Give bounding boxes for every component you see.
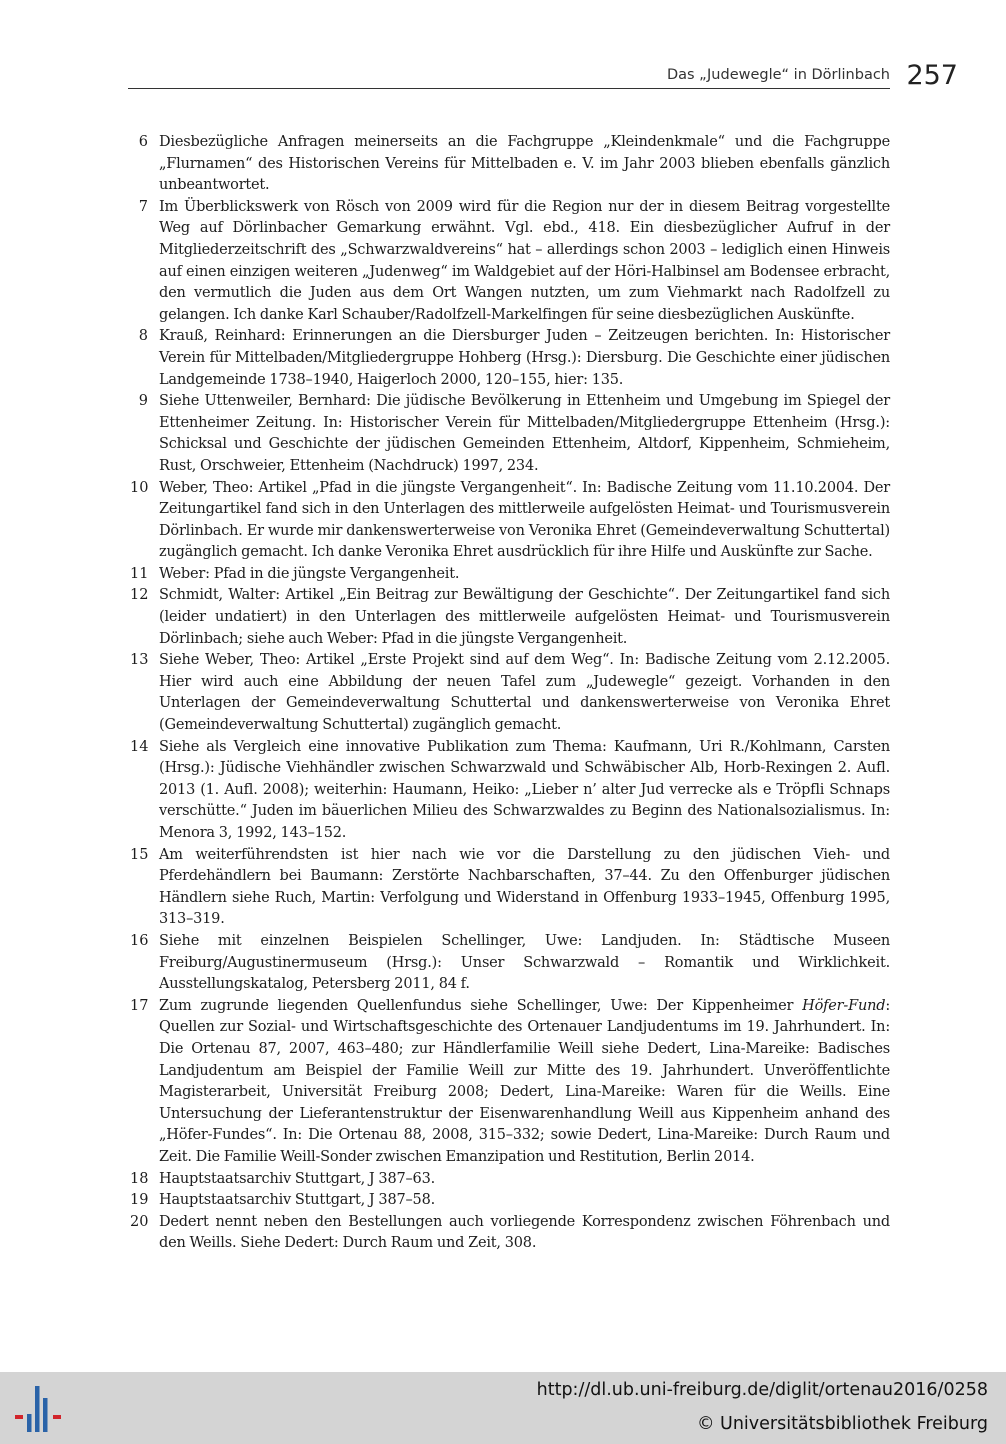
footnote-text: Siehe als Vergleich eine innovative Publikation zum Thema: Kaufmann, Uri R./Kohlmann, Carsten (Hrsg.): Jüdische Viehhändler zwischen Schwarzwald und Schwäbischer Alb, Horb-Rexingen 2. Aufl. 2013 (1. Aufl. 2008); weiterhin: Haumann, Heiko: „Lieber n’ alter Jud verrecke als e Tröpfli Schnaps verschütte.“ Juden im bäuerlichen Milieu des Schwarzwaldes zu Beginn des Nationalsozialismus. In: Menora 3, 1992, 143–152. [159,738,890,841]
footnote-text: Dedert nennt neben den Bestellungen auch vorliegende Korrespondenz zwischen Föhrenbach und den Weills. Siehe Dedert: Durch Raum und Zeit, 308. [159,1213,890,1252]
footnote [130,931,890,996]
footnote [130,585,890,650]
page-header [128,60,958,92]
footnote [130,197,890,327]
footnote [130,996,890,1169]
footnote [130,1212,890,1255]
footnote [130,326,890,391]
footnote [130,1190,890,1212]
footnote-text: Schmidt, Walter: Artikel „Ein Beitrag zur Bewältigung der Geschichte“. Der Zeitungartikel fand sich (leider undatiert) in den Unterlagen des mittlerweile aufgelösten Heimat- und Tourismusverein Dörlinbach; siehe auch Weber: Pfad in die jüngste Vergangenheit. [159,587,890,647]
footnote-text: Weber: Pfad in die jüngste Vergangenheit. [159,565,460,582]
footnote-number: 16 [130,932,149,949]
logo-red-mark [53,1415,61,1419]
footnote-number: 19 [130,1192,149,1209]
footnote-number: 14 [130,738,149,755]
footnote-number: 10 [130,479,149,496]
footnote [130,1169,890,1191]
footnote [130,564,890,586]
logo-blue-bar [27,1414,32,1432]
footnote-text: Im Überblickswerk von Rösch von 2009 wird für die Region nur der in diesem Beitrag vorgestellte Weg auf Dörlinbacher Gemarkung erwähnt. Vgl. ebd., 418. Ein diesbezüglicher Aufruf in der Mitgliederzeitschrift des „Schwarzwaldvereins“ hat – allerdings schon 2003 – lediglich einen Hinweis auf einen einzigen weiteren „Judenweg“ im Waldgebiet auf der Höri-Halbinsel am Bodensee erbracht, den vermutlich die Juden aus dem Ort Wangen nutzten, um zum Viehmarkt nach Radolfzell zu gelangen. Ich danke Karl Schauber/Radolfzell-Markelfingen für seine diesbezüglichen Auskünfte. [159,198,890,323]
footnote-number: 13 [130,652,149,669]
logo-red-mark [15,1415,23,1419]
footnotes-list [130,132,890,1255]
running-title: Das „Judewegle“ in Dörlinbach [666,67,890,83]
footnote [130,737,890,845]
footnote-text: Am weiterführendsten ist hier nach wie vor die Darstellung zu den jüdischen Vieh- und Pferdehändlern bei Baumann: Zerstörte Nachbarschaften, 37–44. Zu den Offenburger jüdischen Händlern siehe Ruch, Martin: Verfolgung und Widerstand in Offenburg 1933–1945, Offenburg 1995, 313–319. [159,846,890,928]
footnote-number: 8 [138,328,148,345]
footnote [130,845,890,931]
footnote-text: Siehe mit einzelnen Beispielen Schellinger, Uwe: Landjuden. In: Städtische Museen Freiburg/Augustinermuseum (Hrsg.): Unser Schwarzwald – Romantik und Wirklichkeit. Ausstellungskatalog, Petersberg 2011, 84 f. [159,932,890,993]
footnote-number: 11 [130,565,149,582]
footnote-text: Krauß, Reinhard: Erinnerungen an die Diersburger Juden – Zeitzeugen berichten. In: Historischer Verein für Mittelbaden/Mitgliedergruppe Hohberg (Hrsg.): Diersburg. Die Geschichte einer jüdischen Landgemeinde 1738–1940, Haigerloch 2000, 120–155, hier: 135. [159,328,890,388]
footnote-number: 15 [130,846,149,863]
footnote-text: Diesbezügliche Anfragen meinerseits an die Fachgruppe „Kleindenkmale“ und die Fachgruppe „Flurnamen“ des Historischen Vereins für Mittelbaden e. V. im Jahr 2003 blieben ebenfalls gänzlich unbeantwortet. [159,134,890,194]
footnote [130,478,890,564]
footnote [130,650,890,736]
header-rule [128,88,890,89]
footnote-number: 7 [138,198,148,215]
footnote-number: 12 [130,587,149,604]
library-footer [0,1372,1006,1444]
logo-blue-bar [43,1398,48,1432]
footnote-number: 9 [138,393,148,410]
footnote-text: Zum zugrunde liegenden Quellenfundus siehe Schellinger, Uwe: Der Kippenheimer Höfer-Fund: Quellen zur Sozial- und Wirtschaftsgeschichte des Ortenauer Landjudentums im 19. Jahrhundert. In: Die Ortenau 87, 2007, 463–480; zur Händlerfamilie Weill siehe Dedert, Lina-Mareike: Badisches Landjudentum am Beispiel der Familie Weill zur Mitte des 19. Jahrhundert. Unveröffentlichte Magisterarbeit, Universität Freiburg 2008; Dedert, Lina-Mareike: Waren für die Weills. Eine Untersuchung der Lieferantenstruktur der Eisenwarenhandlung Weill aus Kippenheim anhand des „Höfer-Fundes“. In: Die Ortenau 88, 2008, 315–332; sowie Dedert, Lina-Mareike: Durch Raum und Zeit. Die Familie Weill-Sonder zwischen Emanzipation und Restitution, Berlin 2014. [159,997,890,1165]
logo-blue-bar [35,1386,40,1432]
italic-title: Höfer-Fund [802,997,886,1014]
permalink-url[interactable]: http://dl.ub.uni-freiburg.de/diglit/ortenau2016/0258 [536,1380,988,1400]
footnote [130,391,890,477]
footnote [130,132,890,197]
footnote-number: 20 [130,1213,149,1230]
footnote-number: 18 [130,1170,149,1187]
page-number: 257 [906,60,958,91]
copyright-notice: © Universitätsbibliothek Freiburg [696,1414,988,1434]
footnote-text: Hauptstaatsarchiv Stuttgart, J 387–58. [159,1192,436,1209]
footnote-text: Siehe Uttenweiler, Bernhard: Die jüdische Bevölkerung in Ettenheim und Umgebung im Spiegel der Ettenheimer Zeitung. In: Historischer Verein für Mittelbaden/Mitgliedergruppe Ettenheim (Hrsg.): Schicksal und Geschichte der jüdischen Gemeinden Ettenheim, Altdorf, Kippenheim, Schmieheim, Rust, Orschweier, Ettenheim (Nachdruck) 1997, 234. [159,393,890,474]
footnote-text: Weber, Theo: Artikel „Pfad in die jüngste Vergangenheit“. In: Badische Zeitung vom 11.10.2004. Der Zeitungartikel fand sich in den Unterlagen des mittlerweile aufgelösten Heimat- und Tourismusverein Dörlinbach. Er wurde mir dankenswerterweise von Veronika Ehret (Gemeindeverwaltung Schuttertal) zugänglich gemacht. Ich danke Veronika Ehret ausdrücklich für ihre Hilfe und Auskünfte zur Sache. [159,479,890,561]
university-library-logo-icon [15,1384,63,1432]
footnote-number: 6 [138,134,148,150]
footnote-text: Siehe Weber, Theo: Artikel „Erste Projekt sind auf dem Weg“. In: Badische Zeitung vom 2.12.2005. Hier wird auch eine Abbildung der neuen Tafel zum „Judewegle“ gezeigt. Vorhanden in den Unterlagen der Gemeindeverwaltung Schuttertal und dankenswerterweise von Veronika Ehret (Gemeindeverwaltung Schuttertal) zugänglich gemacht. [159,652,890,734]
footnote-text: Hauptstaatsarchiv Stuttgart, J 387–63. [159,1170,436,1187]
footnote-number: 17 [130,997,149,1014]
